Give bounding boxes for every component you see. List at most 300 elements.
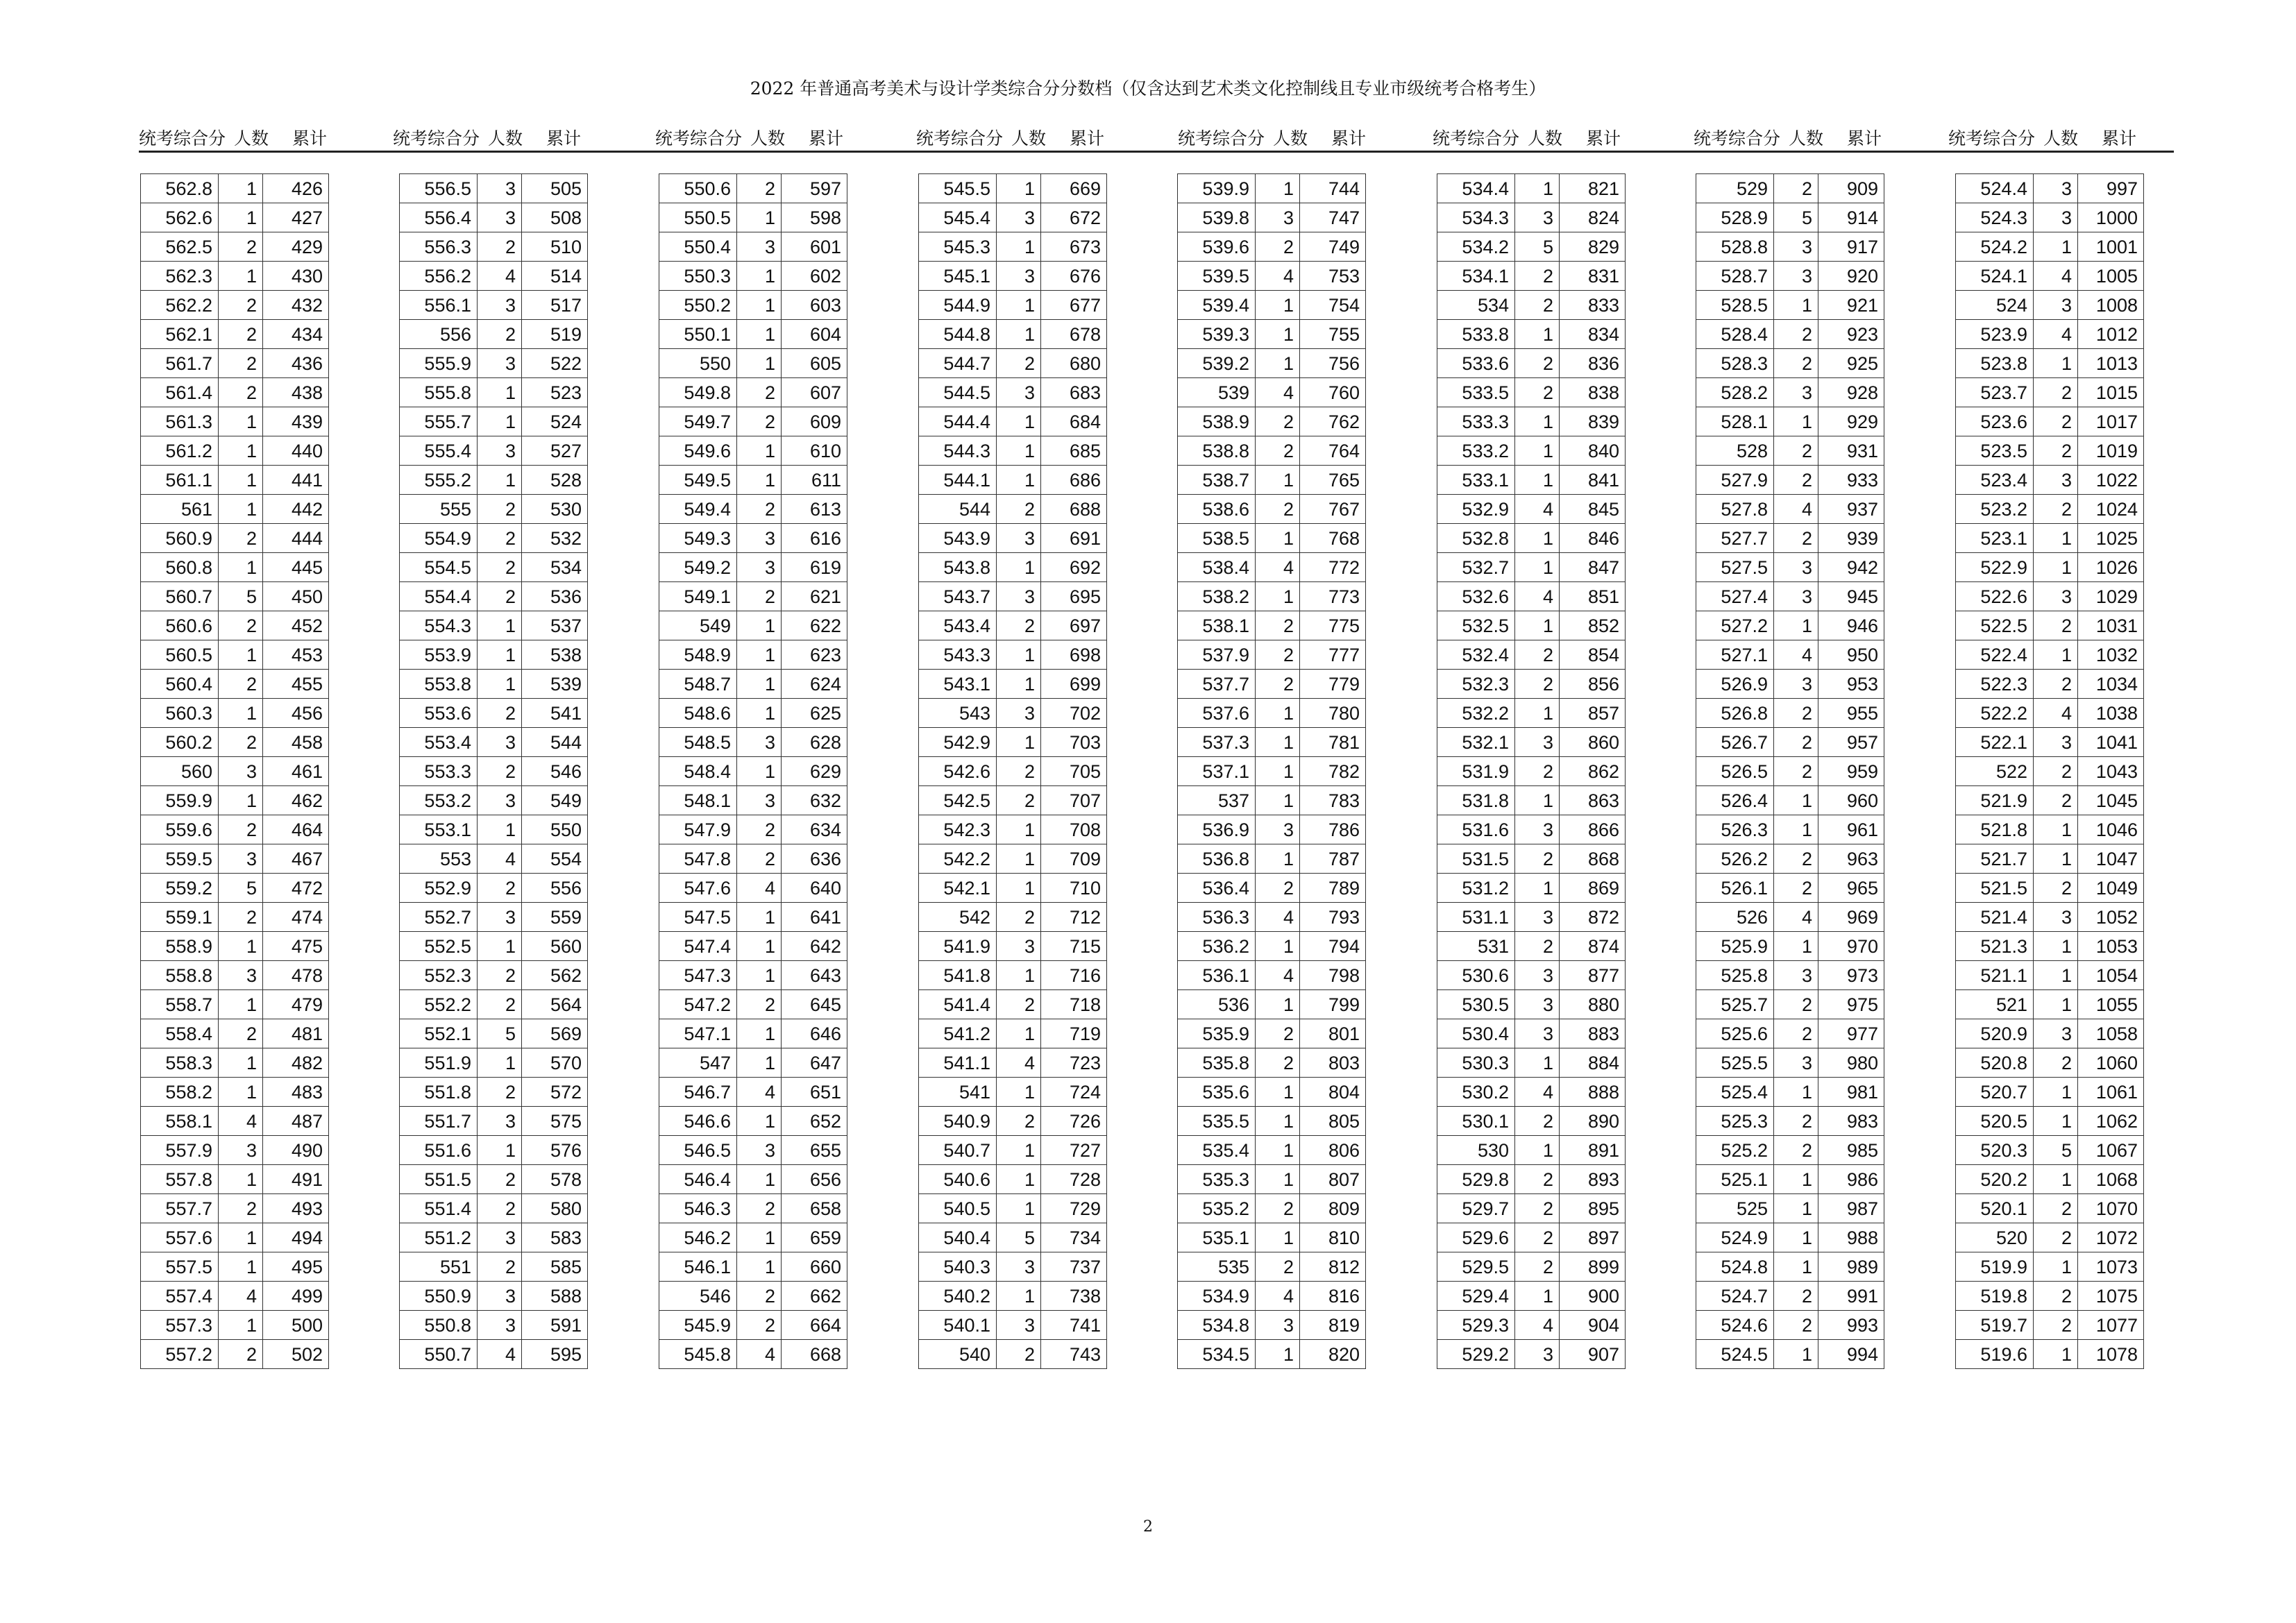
score-cell: 561.7 bbox=[141, 349, 219, 378]
count-cell: 1 bbox=[1256, 1078, 1300, 1107]
table-row bbox=[1178, 407, 1366, 436]
cumulative-cell: 1012 bbox=[2078, 320, 2144, 349]
count-cell: 2 bbox=[2034, 786, 2078, 815]
count-cell: 3 bbox=[1515, 990, 1560, 1019]
count-cell: 3 bbox=[997, 524, 1041, 553]
table-row bbox=[1956, 757, 2144, 786]
score-cell: 550.2 bbox=[659, 291, 737, 320]
cumulative-cell: 805 bbox=[1300, 1107, 1366, 1136]
table-row bbox=[1437, 203, 1626, 232]
cumulative-cell: 1022 bbox=[2078, 466, 2144, 495]
cumulative-cell: 719 bbox=[1041, 1019, 1107, 1048]
table-row bbox=[1956, 1223, 2144, 1252]
table-row bbox=[1956, 232, 2144, 262]
score-cell: 526.8 bbox=[1696, 699, 1774, 728]
table-row bbox=[141, 1223, 329, 1252]
count-cell: 2 bbox=[2034, 1282, 2078, 1311]
count-cell: 3 bbox=[1774, 961, 1818, 990]
score-cell: 561.2 bbox=[141, 436, 219, 466]
score-cell: 524.7 bbox=[1696, 1282, 1774, 1311]
cumulative-cell: 575 bbox=[522, 1107, 588, 1136]
count-cell: 1 bbox=[1256, 1165, 1300, 1194]
score-cell: 535.3 bbox=[1178, 1165, 1256, 1194]
score-cell: 535.9 bbox=[1178, 1019, 1256, 1048]
score-cell: 541 bbox=[919, 1078, 997, 1107]
count-cell: 1 bbox=[478, 378, 522, 407]
cumulative-cell: 578 bbox=[522, 1165, 588, 1194]
count-cell: 1 bbox=[478, 640, 522, 670]
count-cell: 1 bbox=[997, 1194, 1041, 1223]
cumulative-cell: 953 bbox=[1818, 670, 1884, 699]
table-row bbox=[1696, 582, 1884, 611]
table-row bbox=[1696, 203, 1884, 232]
cumulative-cell: 703 bbox=[1041, 728, 1107, 757]
table-row bbox=[659, 466, 847, 495]
score-cell: 549.4 bbox=[659, 495, 737, 524]
table-row bbox=[141, 1078, 329, 1107]
table-row bbox=[1437, 874, 1626, 903]
table-row bbox=[659, 1311, 847, 1340]
count-cell: 2 bbox=[1774, 1019, 1818, 1048]
score-cell: 530.1 bbox=[1437, 1107, 1515, 1136]
count-cell: 2 bbox=[2034, 874, 2078, 903]
table-row bbox=[659, 378, 847, 407]
score-cell: 533.3 bbox=[1437, 407, 1515, 436]
cumulative-cell: 963 bbox=[1818, 844, 1884, 874]
table-row bbox=[919, 1048, 1107, 1078]
cumulative-cell: 452 bbox=[263, 611, 329, 640]
cumulative-cell: 986 bbox=[1818, 1165, 1884, 1194]
table-row bbox=[141, 786, 329, 815]
count-cell: 1 bbox=[1774, 291, 1818, 320]
count-cell: 1 bbox=[737, 1019, 782, 1048]
cumulative-cell: 909 bbox=[1818, 174, 1884, 203]
table-row bbox=[1956, 728, 2144, 757]
cumulative-cell: 669 bbox=[1041, 174, 1107, 203]
cumulative-cell: 483 bbox=[263, 1078, 329, 1107]
count-cell: 1 bbox=[997, 728, 1041, 757]
score-cell: 523.7 bbox=[1956, 378, 2034, 407]
cumulative-cell: 1038 bbox=[2078, 699, 2144, 728]
cumulative-cell: 738 bbox=[1041, 1282, 1107, 1311]
score-cell: 539.5 bbox=[1178, 262, 1256, 291]
count-cell: 1 bbox=[1515, 320, 1560, 349]
score-cell: 553.1 bbox=[400, 815, 478, 844]
table-row bbox=[400, 990, 588, 1019]
cumulative-cell: 983 bbox=[1818, 1107, 1884, 1136]
score-cell: 536.9 bbox=[1178, 815, 1256, 844]
score-cell: 552.5 bbox=[400, 932, 478, 961]
score-cell: 560.7 bbox=[141, 582, 219, 611]
table-row bbox=[400, 786, 588, 815]
table-row bbox=[141, 466, 329, 495]
score-cell: 547.5 bbox=[659, 903, 737, 932]
cumulative-cell: 541 bbox=[522, 699, 588, 728]
cumulative-cell: 602 bbox=[782, 262, 847, 291]
table-row bbox=[1178, 611, 1366, 640]
count-cell: 1 bbox=[1515, 466, 1560, 495]
count-cell: 3 bbox=[997, 262, 1041, 291]
table-row bbox=[1696, 670, 1884, 699]
score-cell: 543.7 bbox=[919, 582, 997, 611]
table-row bbox=[659, 582, 847, 611]
count-cell: 1 bbox=[219, 262, 263, 291]
score-cell: 535.5 bbox=[1178, 1107, 1256, 1136]
count-cell: 2 bbox=[2034, 1311, 2078, 1340]
count-cell: 2 bbox=[1515, 844, 1560, 874]
count-cell: 1 bbox=[737, 611, 782, 640]
count-cell: 2 bbox=[219, 903, 263, 932]
cumulative-cell: 973 bbox=[1818, 961, 1884, 990]
count-cell: 2 bbox=[1515, 932, 1560, 961]
count-cell: 2 bbox=[478, 1252, 522, 1282]
score-cell: 533.2 bbox=[1437, 436, 1515, 466]
score-cell: 544.9 bbox=[919, 291, 997, 320]
count-cell: 3 bbox=[478, 203, 522, 232]
table-row bbox=[1956, 349, 2144, 378]
cumulative-cell: 820 bbox=[1300, 1340, 1366, 1369]
count-cell: 1 bbox=[737, 640, 782, 670]
table-row bbox=[1696, 262, 1884, 291]
table-row bbox=[1696, 436, 1884, 466]
count-cell: 2 bbox=[478, 553, 522, 582]
count-cell: 2 bbox=[997, 786, 1041, 815]
score-cell: 538.1 bbox=[1178, 611, 1256, 640]
score-cell: 556 bbox=[400, 320, 478, 349]
count-cell: 1 bbox=[1774, 932, 1818, 961]
header-cumulative: 累计 bbox=[809, 129, 844, 148]
cumulative-cell: 897 bbox=[1560, 1223, 1626, 1252]
score-cell: 560.5 bbox=[141, 640, 219, 670]
count-cell: 4 bbox=[478, 844, 522, 874]
score-cell: 553.6 bbox=[400, 699, 478, 728]
table-row bbox=[919, 436, 1107, 466]
cumulative-cell: 891 bbox=[1560, 1136, 1626, 1165]
score-cell: 526.4 bbox=[1696, 786, 1774, 815]
score-cell: 546.5 bbox=[659, 1136, 737, 1165]
score-cell: 531 bbox=[1437, 932, 1515, 961]
score-cell: 537.1 bbox=[1178, 757, 1256, 786]
table-row bbox=[1696, 174, 1884, 203]
table-row bbox=[400, 203, 588, 232]
table-row bbox=[400, 1282, 588, 1311]
cumulative-cell: 883 bbox=[1560, 1019, 1626, 1048]
score-cell: 523.4 bbox=[1956, 466, 2034, 495]
count-cell: 1 bbox=[997, 436, 1041, 466]
table-row bbox=[1696, 1107, 1884, 1136]
cumulative-cell: 737 bbox=[1041, 1252, 1107, 1282]
count-cell: 1 bbox=[1256, 1107, 1300, 1136]
score-cell: 545.9 bbox=[659, 1311, 737, 1340]
score-cell: 534.1 bbox=[1437, 262, 1515, 291]
count-cell: 2 bbox=[997, 349, 1041, 378]
score-cell: 561.4 bbox=[141, 378, 219, 407]
count-cell: 5 bbox=[219, 874, 263, 903]
table-row bbox=[1178, 436, 1366, 466]
count-cell: 1 bbox=[1774, 1340, 1818, 1369]
score-cell: 522.6 bbox=[1956, 582, 2034, 611]
count-cell: 1 bbox=[2034, 1165, 2078, 1194]
score-cell: 538.5 bbox=[1178, 524, 1256, 553]
cumulative-cell: 1017 bbox=[2078, 407, 2144, 436]
count-cell: 5 bbox=[2034, 1136, 2078, 1165]
table-row bbox=[1956, 1165, 2144, 1194]
table-row bbox=[659, 203, 847, 232]
score-cell: 522.1 bbox=[1956, 728, 2034, 757]
score-cell: 551.5 bbox=[400, 1165, 478, 1194]
cumulative-cell: 747 bbox=[1300, 203, 1366, 232]
score-cell: 524 bbox=[1956, 291, 2034, 320]
score-cell: 554.5 bbox=[400, 553, 478, 582]
score-cell: 547.4 bbox=[659, 932, 737, 961]
score-cell: 542.9 bbox=[919, 728, 997, 757]
cumulative-cell: 812 bbox=[1300, 1252, 1366, 1282]
cumulative-cell: 698 bbox=[1041, 640, 1107, 670]
header-score: 统考综合分 bbox=[916, 129, 1004, 148]
table-row bbox=[659, 1019, 847, 1048]
cumulative-cell: 685 bbox=[1041, 436, 1107, 466]
count-cell: 3 bbox=[737, 786, 782, 815]
cumulative-cell: 1031 bbox=[2078, 611, 2144, 640]
table-row bbox=[400, 378, 588, 407]
table-row bbox=[1178, 786, 1366, 815]
count-cell: 1 bbox=[997, 174, 1041, 203]
score-cell: 553 bbox=[400, 844, 478, 874]
count-cell: 2 bbox=[219, 291, 263, 320]
score-cell: 537.9 bbox=[1178, 640, 1256, 670]
score-cell: 561.1 bbox=[141, 466, 219, 495]
score-cell: 553.9 bbox=[400, 640, 478, 670]
count-cell: 2 bbox=[478, 699, 522, 728]
cumulative-cell: 1077 bbox=[2078, 1311, 2144, 1340]
count-cell: 1 bbox=[997, 844, 1041, 874]
table-row bbox=[400, 320, 588, 349]
score-cell: 539.9 bbox=[1178, 174, 1256, 203]
count-cell: 3 bbox=[478, 174, 522, 203]
cumulative-cell: 1032 bbox=[2078, 640, 2144, 670]
column-header-row bbox=[139, 123, 2174, 153]
count-cell: 2 bbox=[478, 1194, 522, 1223]
cumulative-cell: 527 bbox=[522, 436, 588, 466]
score-cell: 544.7 bbox=[919, 349, 997, 378]
cumulative-cell: 514 bbox=[522, 262, 588, 291]
table-row bbox=[1437, 961, 1626, 990]
score-cell: 535.1 bbox=[1178, 1223, 1256, 1252]
table-row bbox=[1178, 1311, 1366, 1340]
count-cell: 3 bbox=[737, 728, 782, 757]
table-row bbox=[919, 320, 1107, 349]
table-row bbox=[659, 670, 847, 699]
count-cell: 1 bbox=[1774, 1165, 1818, 1194]
cumulative-cell: 464 bbox=[263, 815, 329, 844]
count-cell: 3 bbox=[1774, 378, 1818, 407]
cumulative-cell: 538 bbox=[522, 640, 588, 670]
table-row bbox=[400, 174, 588, 203]
table-row bbox=[1178, 1136, 1366, 1165]
cumulative-cell: 505 bbox=[522, 174, 588, 203]
table-row bbox=[1956, 611, 2144, 640]
table-row bbox=[659, 1078, 847, 1107]
count-cell: 1 bbox=[997, 961, 1041, 990]
score-cell: 554.4 bbox=[400, 582, 478, 611]
table-row bbox=[1696, 728, 1884, 757]
cumulative-cell: 519 bbox=[522, 320, 588, 349]
count-cell: 1 bbox=[737, 1165, 782, 1194]
score-cell: 556.5 bbox=[400, 174, 478, 203]
score-cell: 529.3 bbox=[1437, 1311, 1515, 1340]
table-row bbox=[1437, 1048, 1626, 1078]
header-count: 人数 bbox=[2043, 129, 2079, 148]
score-cell: 524.2 bbox=[1956, 232, 2034, 262]
count-cell: 4 bbox=[737, 1078, 782, 1107]
score-cell: 521.4 bbox=[1956, 903, 2034, 932]
count-cell: 2 bbox=[1515, 1252, 1560, 1282]
table-row bbox=[659, 1282, 847, 1311]
score-cell: 522.2 bbox=[1956, 699, 2034, 728]
table-row bbox=[1696, 1078, 1884, 1107]
score-cell: 547.6 bbox=[659, 874, 737, 903]
table-row bbox=[1956, 699, 2144, 728]
cumulative-cell: 831 bbox=[1560, 262, 1626, 291]
score-cell: 527.4 bbox=[1696, 582, 1774, 611]
cumulative-cell: 562 bbox=[522, 961, 588, 990]
table-row bbox=[1956, 466, 2144, 495]
header-count: 人数 bbox=[1528, 129, 1563, 148]
cumulative-cell: 1052 bbox=[2078, 903, 2144, 932]
table-row bbox=[141, 1340, 329, 1369]
count-cell: 3 bbox=[1256, 815, 1300, 844]
table-row bbox=[1956, 990, 2144, 1019]
count-cell: 1 bbox=[1256, 291, 1300, 320]
table-row bbox=[1178, 990, 1366, 1019]
count-cell: 4 bbox=[478, 262, 522, 291]
cumulative-cell: 904 bbox=[1560, 1311, 1626, 1340]
header-score: 统考综合分 bbox=[139, 129, 226, 148]
count-cell: 1 bbox=[1256, 582, 1300, 611]
count-cell: 2 bbox=[737, 815, 782, 844]
cumulative-cell: 839 bbox=[1560, 407, 1626, 436]
score-cell: 544.5 bbox=[919, 378, 997, 407]
table-row bbox=[1178, 378, 1366, 407]
cumulative-cell: 530 bbox=[522, 495, 588, 524]
cumulative-cell: 595 bbox=[522, 1340, 588, 1369]
table-row bbox=[1696, 378, 1884, 407]
table-row bbox=[1696, 757, 1884, 786]
score-cell: 562.6 bbox=[141, 203, 219, 232]
score-cell: 557.9 bbox=[141, 1136, 219, 1165]
header-cumulative: 累计 bbox=[1586, 129, 1621, 148]
score-cell: 550.3 bbox=[659, 262, 737, 291]
cumulative-cell: 970 bbox=[1818, 932, 1884, 961]
cumulative-cell: 692 bbox=[1041, 553, 1107, 582]
cumulative-cell: 723 bbox=[1041, 1048, 1107, 1078]
count-cell: 2 bbox=[1256, 640, 1300, 670]
table-row bbox=[1956, 1340, 2144, 1369]
table-row bbox=[1956, 495, 2144, 524]
count-cell: 3 bbox=[2034, 582, 2078, 611]
count-cell: 1 bbox=[1774, 407, 1818, 436]
table-row bbox=[659, 786, 847, 815]
cumulative-cell: 829 bbox=[1560, 232, 1626, 262]
count-cell: 1 bbox=[478, 1048, 522, 1078]
cumulative-cell: 799 bbox=[1300, 990, 1366, 1019]
count-cell: 4 bbox=[1256, 961, 1300, 990]
cumulative-cell: 1072 bbox=[2078, 1223, 2144, 1252]
cumulative-cell: 699 bbox=[1041, 670, 1107, 699]
table-row bbox=[400, 466, 588, 495]
score-cell: 556.1 bbox=[400, 291, 478, 320]
table-row bbox=[1178, 932, 1366, 961]
count-cell: 5 bbox=[478, 1019, 522, 1048]
score-cell: 552.7 bbox=[400, 903, 478, 932]
cumulative-cell: 1058 bbox=[2078, 1019, 2144, 1048]
cumulative-cell: 852 bbox=[1560, 611, 1626, 640]
count-cell: 2 bbox=[737, 1311, 782, 1340]
score-cell: 531.8 bbox=[1437, 786, 1515, 815]
cumulative-cell: 863 bbox=[1560, 786, 1626, 815]
table-row bbox=[400, 262, 588, 291]
table-row bbox=[1178, 1048, 1366, 1078]
score-cell: 543.9 bbox=[919, 524, 997, 553]
table-row bbox=[1696, 990, 1884, 1019]
count-cell: 2 bbox=[478, 757, 522, 786]
cumulative-cell: 695 bbox=[1041, 582, 1107, 611]
score-cell: 535.6 bbox=[1178, 1078, 1256, 1107]
score-cell: 551.4 bbox=[400, 1194, 478, 1223]
table-row bbox=[141, 611, 329, 640]
cumulative-cell: 824 bbox=[1560, 203, 1626, 232]
table-row bbox=[400, 407, 588, 436]
cumulative-cell: 572 bbox=[522, 1078, 588, 1107]
table-row bbox=[659, 1194, 847, 1223]
count-cell: 1 bbox=[219, 466, 263, 495]
cumulative-cell: 845 bbox=[1560, 495, 1626, 524]
table-row bbox=[1956, 1252, 2144, 1282]
cumulative-cell: 762 bbox=[1300, 407, 1366, 436]
cumulative-cell: 1049 bbox=[2078, 874, 2144, 903]
table-row bbox=[400, 232, 588, 262]
count-cell: 1 bbox=[737, 1048, 782, 1078]
score-table-8 bbox=[1955, 173, 2144, 1369]
cumulative-cell: 632 bbox=[782, 786, 847, 815]
count-cell: 1 bbox=[2034, 349, 2078, 378]
count-cell: 1 bbox=[997, 1282, 1041, 1311]
cumulative-cell: 475 bbox=[263, 932, 329, 961]
score-cell: 540 bbox=[919, 1340, 997, 1369]
table-row bbox=[400, 349, 588, 378]
cumulative-cell: 716 bbox=[1041, 961, 1107, 990]
score-cell: 562.2 bbox=[141, 291, 219, 320]
cumulative-cell: 536 bbox=[522, 582, 588, 611]
table-row bbox=[1437, 786, 1626, 815]
table-row bbox=[141, 407, 329, 436]
table-row bbox=[659, 961, 847, 990]
cumulative-cell: 715 bbox=[1041, 932, 1107, 961]
count-cell: 2 bbox=[1774, 466, 1818, 495]
score-cell: 547.1 bbox=[659, 1019, 737, 1048]
cumulative-cell: 619 bbox=[782, 553, 847, 582]
score-cell: 542.2 bbox=[919, 844, 997, 874]
count-cell: 3 bbox=[1515, 903, 1560, 932]
cumulative-cell: 445 bbox=[263, 553, 329, 582]
count-cell: 3 bbox=[737, 1136, 782, 1165]
table-row bbox=[1696, 1048, 1884, 1078]
header-cumulative: 累计 bbox=[2102, 129, 2137, 148]
cumulative-cell: 851 bbox=[1560, 582, 1626, 611]
cumulative-cell: 570 bbox=[522, 1048, 588, 1078]
score-cell: 521.5 bbox=[1956, 874, 2034, 903]
count-cell: 2 bbox=[219, 349, 263, 378]
